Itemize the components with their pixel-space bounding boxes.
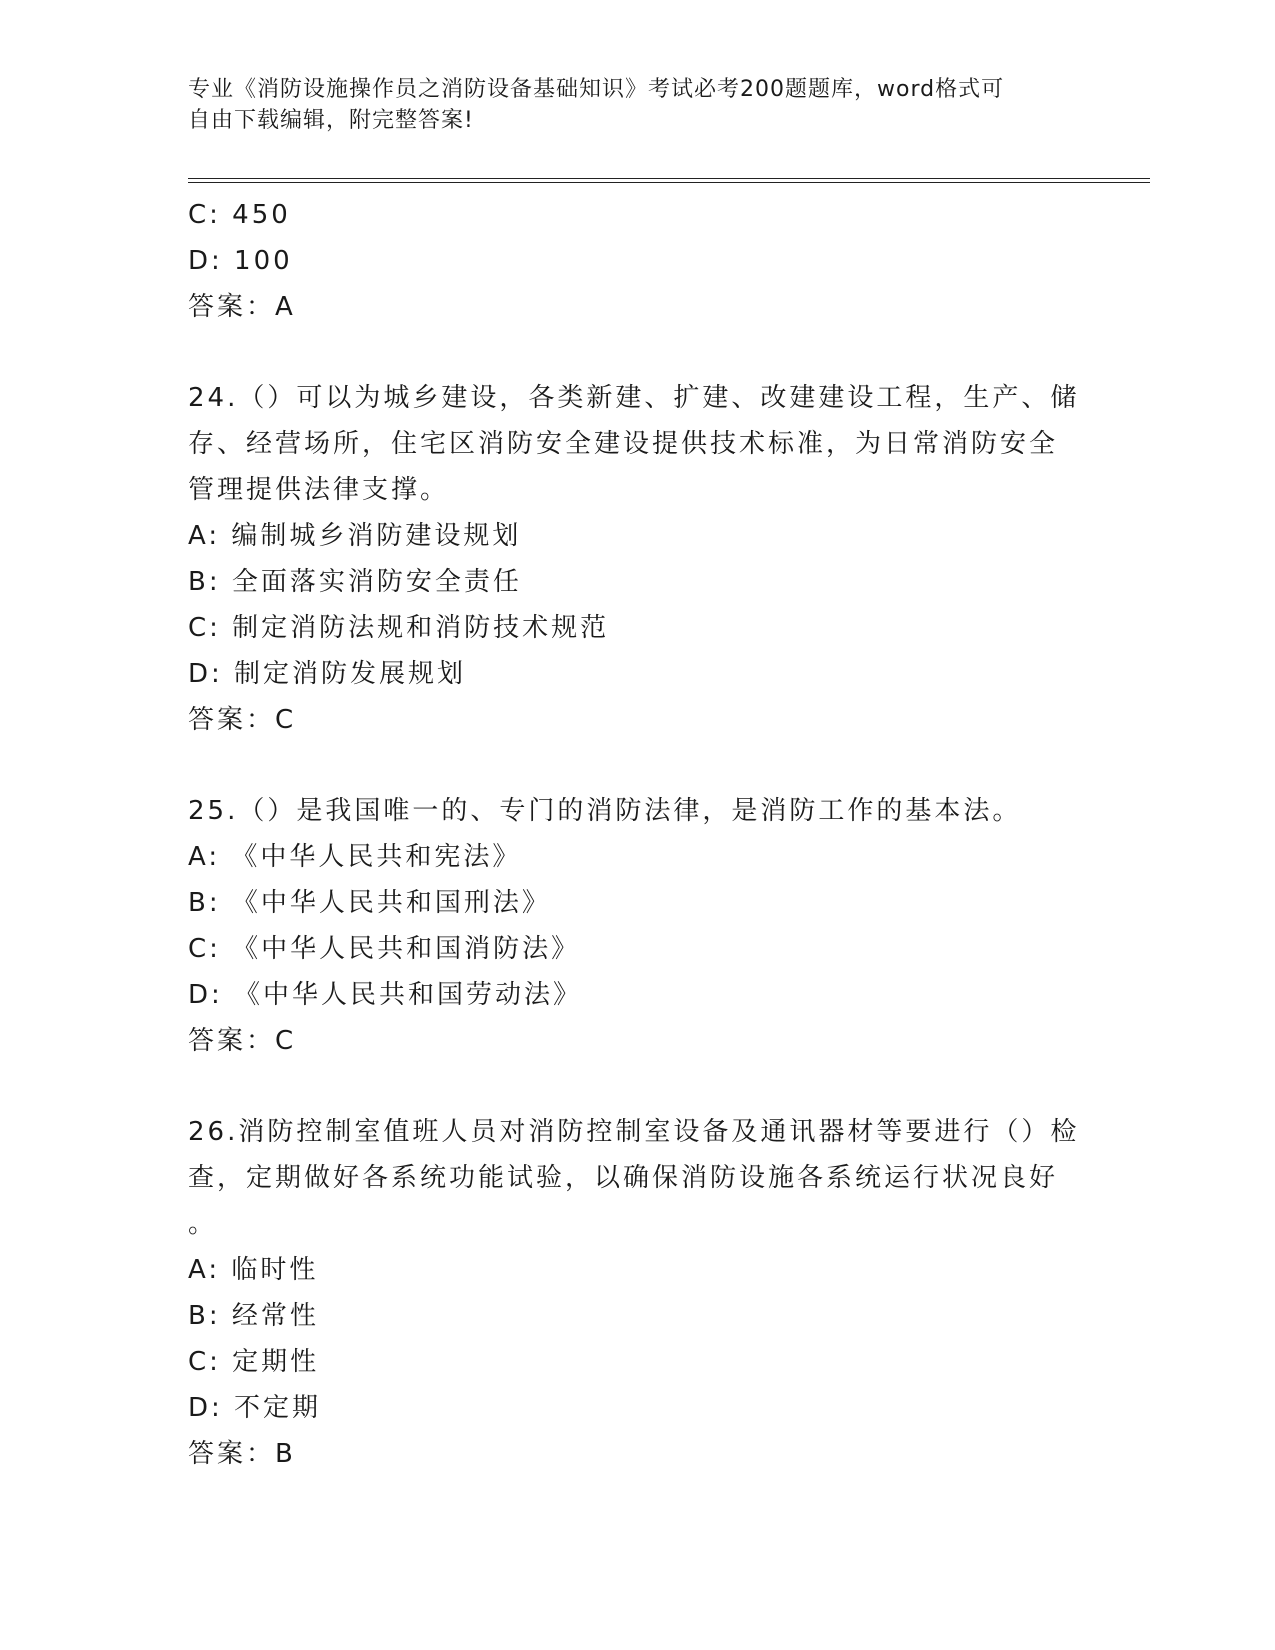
question-text-line: 存、经营场所，住宅区消防安全建设提供技术标准，为日常消防安全 — [188, 429, 1059, 459]
question-25 — [188, 788, 1068, 1064]
spacer — [188, 1064, 1068, 1109]
option-b: B: 《中华人民共和国刑法》 — [188, 888, 551, 918]
header-divider-top — [188, 178, 1150, 179]
option-b: B: 经常性 — [188, 1301, 319, 1331]
question-24 — [188, 375, 1080, 743]
option-a: A: 编制城乡消防建设规划 — [188, 521, 522, 551]
answer-line: 答案：A — [188, 292, 296, 322]
question-text-line: 25.（）是我国唯一的、专门的消防法律，是消防工作的基本法。 — [188, 796, 1022, 826]
prev-question-tail — [188, 192, 1068, 330]
option-c: C: 《中华人民共和国消防法》 — [188, 934, 581, 964]
question-text-line: 。 — [188, 1209, 218, 1239]
header-divider-bottom — [188, 182, 1150, 183]
spacer — [188, 330, 1068, 375]
answer-line: 答案：C — [188, 705, 297, 735]
spacer — [188, 743, 1068, 788]
option-a: A: 《中华人民共和宪法》 — [188, 842, 522, 872]
option-c: C: 定期性 — [188, 1347, 320, 1377]
header-line-1: 专业《消防设施操作员之消防设备基础知识》考试必考200题题库，word格式可 — [188, 77, 1005, 102]
answer-line: 答案：B — [188, 1439, 296, 1469]
document-header — [188, 74, 1068, 136]
answer-line: 答案：C — [188, 1026, 297, 1056]
option-a: A: 临时性 — [188, 1255, 319, 1285]
option-d: D: 100 — [188, 246, 293, 276]
option-d: D: 制定消防发展规划 — [188, 659, 467, 689]
question-26 — [188, 1109, 1080, 1477]
header-line-2: 自由下载编辑，附完整答案! — [188, 108, 474, 133]
option-c: C: 制定消防法规和消防技术规范 — [188, 613, 610, 643]
question-text-line: 26.消防控制室值班人员对消防控制室设备及通讯器材等要进行（）检 — [188, 1117, 1080, 1147]
question-text-line: 管理提供法律支撑。 — [188, 475, 450, 505]
option-d: D: 不定期 — [188, 1393, 322, 1423]
option-c: C: 450 — [188, 200, 291, 230]
document-body — [188, 192, 1080, 1477]
question-text-line: 24.（）可以为城乡建设，各类新建、扩建、改建建设工程，生产、储 — [188, 383, 1080, 413]
option-b: B: 全面落实消防安全责任 — [188, 567, 522, 597]
question-text-line: 查，定期做好各系统功能试验，以确保消防设施各系统运行状况良好 — [188, 1163, 1059, 1193]
option-d: D: 《中华人民共和国劳动法》 — [188, 980, 583, 1010]
